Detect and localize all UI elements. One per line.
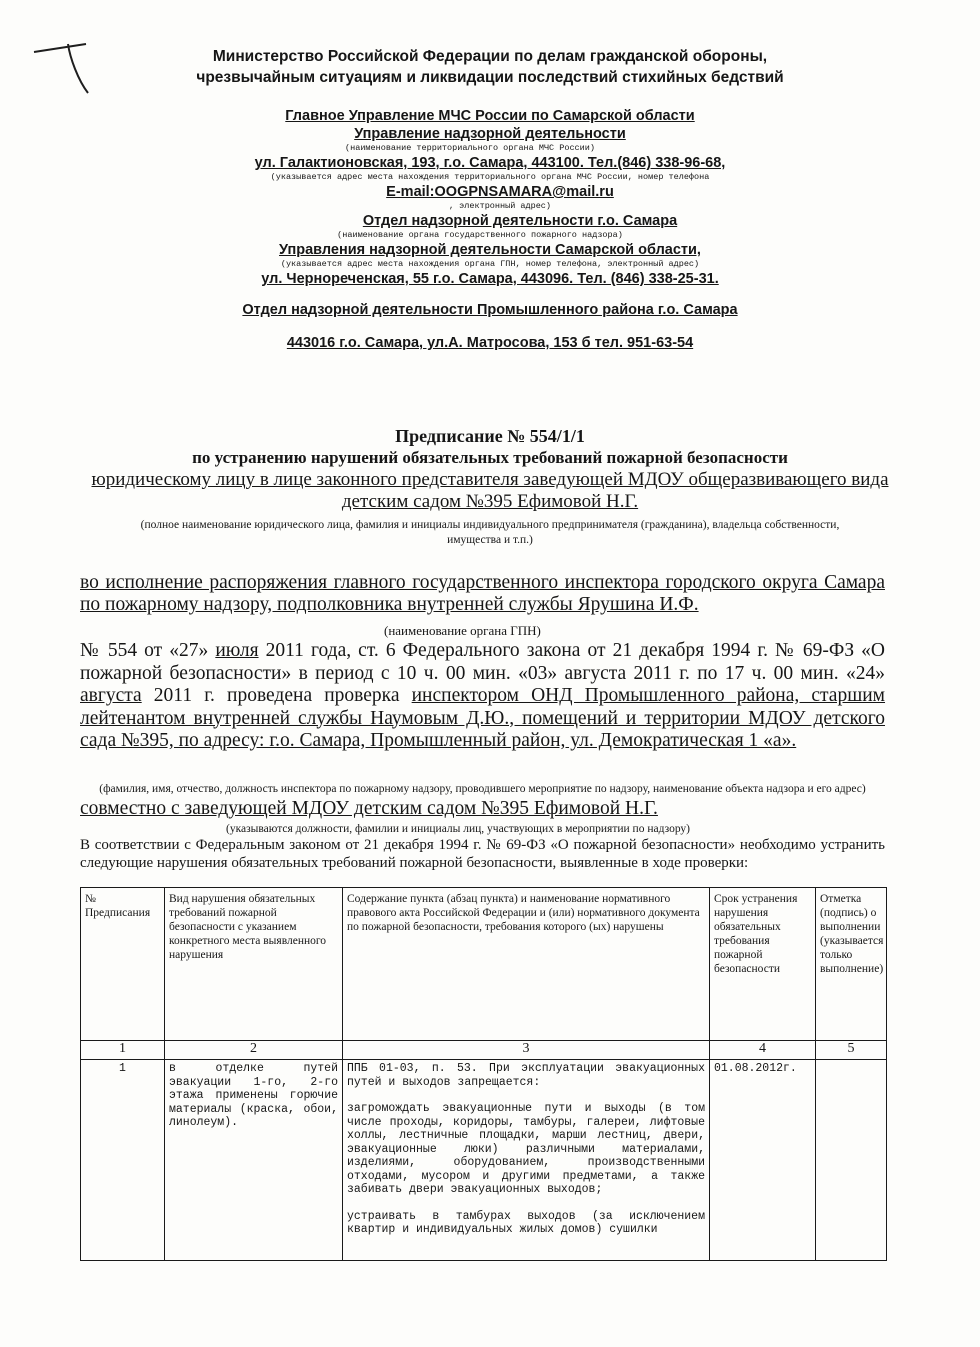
addressee-line2: детским садом №395 Ефимовой Н.Г. xyxy=(341,491,639,512)
caption-territorial: (наименование территориального органа МЧС России) xyxy=(345,143,595,153)
district-address: 443016 г.о. Самара, ул.А. Матросова, 153 б тел. 951-63-54 xyxy=(286,335,694,351)
participants-text: совместно с заведующей МДОУ детским садом №395 Ефимовой Н.Г. xyxy=(80,798,658,819)
inspection-paragraph xyxy=(80,640,885,753)
column-number: 5 xyxy=(816,1041,887,1060)
inspection-month-2: августа xyxy=(80,685,142,706)
header-mark: Отметка (подпись) о выполнении (указывается только выполнение) xyxy=(816,888,887,1041)
order-text: во исполнение распоряжения главного государственного инспектора городского округа Самара по пожарному надзору, подполковника внутренней службы Ярушина И.Ф. xyxy=(80,572,885,615)
addressee-caption: (полное наименование юридического лица, фамилия и инициалы индивидуального предпринимателя (гражданина), владельца собственности, имущества и т.п.) xyxy=(140,519,840,546)
header-number: № Предписания xyxy=(81,888,165,1041)
caption-gpn-address: (указывается адрес места нахождения органа ГПН, номер телефона, электронный адрес) xyxy=(280,259,700,269)
inspection-text-1: № 554 от «27» xyxy=(80,640,216,661)
supervision-department: Управление надзорной деятельности xyxy=(354,126,626,142)
header-deadline: Срок устранения нарушения обязательных требования пожарной безопасности xyxy=(710,888,816,1041)
column-number: 1 xyxy=(81,1041,165,1060)
violations-table xyxy=(80,887,887,1261)
address: ул. Галактионовская, 193, г.о. Самара, 443100. Тел.(846) 338-96-68, xyxy=(254,155,726,171)
conclusion-text: В соответствии с Федеральным законом от 21 декабря 1994 г. № 69-ФЗ «О пожарной безопасности» необходимо устранить следующие нарушения обязательных требований пожарной безопасности, выявленные в ходе проверки: xyxy=(80,837,885,871)
row-mark xyxy=(816,1060,887,1261)
basis-order xyxy=(80,572,885,616)
inspector-details: инспектором ОНД Промышленного района, старшим лейтенантом внутренней службы Наумовым Д.Ю., помещений и территории МДОУ детского сада №395, по адресу: г.о. Самара, Промышленный район, ул. Демократическая 1 «а». xyxy=(80,685,886,751)
gpn-caption: (наименование органа ГПН) xyxy=(384,623,541,638)
email: E-mail:OOGPNSAMARA@mail.ru xyxy=(386,184,614,200)
table-row xyxy=(81,1060,887,1261)
city-department: Отдел надзорной деятельности г.о. Самара xyxy=(362,213,678,229)
inspection-month-1: июля xyxy=(215,640,259,661)
caption-email: , электронный адрес) xyxy=(448,201,552,211)
addressee-line1: юридическому лицу в лице законного представителя заведующей МДОУ общеразвивающего вида xyxy=(91,469,889,490)
inspection-caption: (фамилия, имя, отчество, должность инспектора по пожарному надзору, проводившего мероприятие по надзору, наименование объекта надзора и его адрес) xyxy=(99,783,866,795)
district-department: Отдел надзорной деятельности Промышленного района г.о. Самара xyxy=(242,302,738,318)
inspection-text-2: 2011 года, ст. 6 Федерального закона от 21 декабря 1994 г. № 69-ФЗ «О пожарной безопасности» в период с 10 ч. 00 мин. «03» августа 2011 г. по 17 ч. 00 мин. «24» xyxy=(80,640,885,684)
row-violation: в отделке путей эвакуации 1-го, 2-го этажа применены горючие материалы (краска, обои, линолеум). xyxy=(165,1060,343,1261)
city-address: ул. Чернореченская, 55 г.о. Самара, 443096. Тел. (846) 338-25-31. xyxy=(261,271,719,287)
prescription-title-block xyxy=(0,425,980,548)
ministry-name: Министерство Российской Федерации по делам гражданской обороны, чрезвычайным ситуациям и ликвидации последствий стихийных бедствий xyxy=(196,48,784,86)
participants xyxy=(80,798,885,820)
inspection-text-3: 2011 г. проведена проверка xyxy=(141,685,412,706)
norm-intro: ППБ 01-03, п. 53. При эксплуатации эвакуационных путей и выходов запрещается: xyxy=(347,1062,705,1089)
main-department: Главное Управление МЧС России по Самарской области xyxy=(285,108,695,124)
column-number: 4 xyxy=(710,1041,816,1060)
column-number: 2 xyxy=(165,1041,343,1060)
regional-department: Управления надзорной деятельности Самарской области, xyxy=(279,242,701,258)
prescription-number: Предписание № 554/1/1 xyxy=(395,426,585,446)
row-number: 1 xyxy=(81,1060,165,1261)
norm-item-2: устраивать в тамбурах выходов (за исключением квартир и индивидуальных жилых домов) сушилки xyxy=(347,1209,705,1236)
prescription-subject: по устранению нарушений обязательных требований пожарной безопасности xyxy=(192,448,788,467)
row-norm xyxy=(343,1060,710,1261)
letterhead xyxy=(0,46,980,352)
caption-address: (указывается адрес места нахождения территориального органа МЧС России, номер телефона xyxy=(270,172,710,182)
caption-gpn: (наименование органа государственного пожарного надзора) xyxy=(337,230,623,240)
participants-caption: (указываются должности, фамилии и инициалы лиц, участвующих в мероприятии по надзору) xyxy=(226,823,690,835)
row-deadline: 01.08.2012г. xyxy=(710,1060,816,1261)
norm-item-1: загромождать эвакуационные пути и выходы (в том числе проходы, коридоры, тамбуры, галереи, лифтовые холлы, лестничные площадки, марши лестниц, двери, эвакуационные люки) различными материалами, изделиями, оборудованием, производственными отходами, мусором и другими предметами, а также забивать двери эвакуационных выходов; xyxy=(347,1102,705,1196)
header-violation: Вид нарушения обязательных требований пожарной безопасности с указанием конкретного места выявленного нарушения xyxy=(165,888,343,1041)
header-norm: Содержание пункта (абзац пункта) и наименование нормативного правового акта Российской Федерации и (или) нормативного документа по пожарной безопасности, требования которого (ых) нарушены xyxy=(343,888,710,1041)
column-number: 3 xyxy=(343,1041,710,1060)
